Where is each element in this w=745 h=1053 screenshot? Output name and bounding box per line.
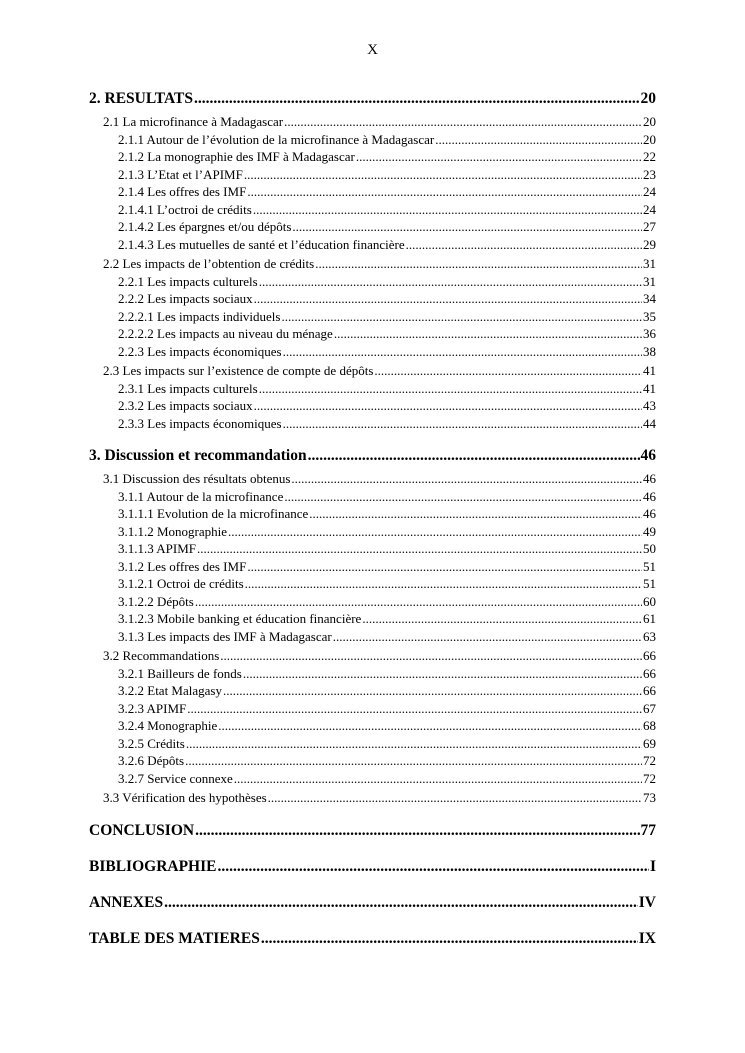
toc-entry[interactable] — [89, 593, 656, 611]
toc-entry-title: 3.1.1.2 Monographie — [118, 523, 228, 539]
toc-entry[interactable] — [89, 148, 656, 166]
toc-entry-page: 66 — [643, 683, 656, 698]
toc-entry-page: 31 — [643, 273, 656, 289]
toc-entry-page: 77 — [640, 821, 656, 839]
toc-entry-title: 3.1.3 Les impacts des IMF à Madagascar — [118, 628, 332, 644]
toc-entry[interactable] — [89, 273, 656, 291]
toc-entry-page: 46 — [643, 488, 656, 504]
toc-entry-title: 3.1.1.3 APIMF — [118, 541, 197, 556]
toc-dot-leader — [247, 183, 642, 201]
toc-entry-page: 36 — [643, 326, 656, 341]
toc-dot-leader — [309, 505, 642, 523]
toc-entry-page: 61 — [643, 611, 656, 626]
toc-dot-leader — [195, 593, 642, 611]
toc-dot-leader — [220, 647, 642, 665]
toc-entry[interactable] — [89, 575, 656, 593]
toc-dot-leader — [281, 308, 642, 326]
toc-entry-title: 2.2.2.1 Les impacts individuels — [118, 308, 281, 324]
toc-entry[interactable] — [89, 470, 656, 488]
toc-entry-page: 41 — [643, 363, 656, 378]
toc-dot-leader — [374, 362, 642, 380]
toc-entry[interactable] — [89, 380, 656, 398]
toc-dot-leader — [218, 717, 642, 735]
toc-entry-page: 35 — [643, 308, 656, 324]
toc-dot-leader — [244, 166, 642, 184]
toc-dot-leader — [435, 131, 642, 149]
toc-entry-title: 3.1 Discussion des résultats obtenus — [103, 471, 291, 486]
toc-dot-leader — [185, 752, 642, 770]
toc-entry-page: 29 — [643, 236, 656, 252]
toc-entry[interactable] — [89, 88, 656, 110]
toc-entry-title: 2.1.4 Les offres des IMF — [118, 184, 247, 199]
toc-entry[interactable] — [89, 343, 656, 361]
toc-entry[interactable] — [89, 523, 656, 541]
toc-entry-title: 2.1 La microfinance à Madagascar — [103, 114, 284, 129]
toc-dot-leader — [284, 113, 642, 131]
toc-dot-leader — [186, 735, 642, 753]
toc-dot-leader — [334, 325, 642, 343]
toc-entry-title: 2.3.2 Les impacts sociaux — [118, 398, 253, 413]
toc-entry-title: 2.2.2 Les impacts sociaux — [118, 291, 253, 306]
toc-dot-leader — [223, 682, 642, 700]
toc-entry[interactable] — [89, 717, 656, 735]
toc-dot-leader — [253, 201, 642, 219]
toc-entry[interactable] — [89, 255, 656, 273]
toc-entry-title: 3.3 Vérification des hypothèses — [103, 790, 267, 805]
toc-entry[interactable] — [89, 665, 656, 683]
toc-entry-page: 22 — [643, 149, 656, 164]
toc-entry-title: 2.2.1 Les impacts culturels — [118, 273, 258, 289]
toc-dot-leader — [284, 488, 642, 506]
toc-entry-page: 63 — [643, 628, 656, 644]
toc-entry[interactable] — [89, 445, 656, 467]
toc-entry[interactable] — [89, 362, 656, 380]
toc-entry[interactable] — [89, 166, 656, 184]
toc-entry-page: 44 — [643, 415, 656, 431]
toc-entry-page: 68 — [643, 718, 656, 733]
toc-entry-title: 2.1.4.2 Les épargnes et/ou dépôts — [118, 219, 292, 234]
toc-entry-page: 49 — [643, 523, 656, 539]
toc-entry-page: 23 — [643, 166, 656, 182]
toc-entry[interactable] — [89, 236, 656, 254]
toc-dot-leader — [259, 380, 642, 398]
toc-entry-title: 2.2.3 Les impacts économiques — [118, 343, 282, 359]
toc-entry-page: 67 — [643, 700, 656, 716]
toc-dot-leader — [261, 928, 638, 950]
toc-dot-leader — [194, 88, 640, 110]
toc-dot-leader — [268, 789, 642, 807]
toc-entry-page: 41 — [643, 380, 656, 396]
toc-entry[interactable] — [89, 752, 656, 770]
toc-entry-page: 69 — [643, 735, 656, 751]
toc-entry-title: 3.1.2.3 Mobile banking et éducation financière — [118, 611, 362, 626]
toc-entry[interactable] — [89, 558, 656, 576]
toc-entry[interactable] — [89, 789, 656, 807]
toc-entry-page: 73 — [643, 790, 656, 805]
toc-entry-page: 27 — [643, 219, 656, 234]
toc-entry-title: 3.2.4 Monographie — [118, 718, 218, 733]
toc-entry-page: 38 — [643, 343, 656, 359]
toc-entry[interactable] — [89, 397, 656, 415]
toc-dot-leader — [245, 575, 642, 593]
toc-entry-title: 3.2.3 APIMF — [118, 700, 187, 716]
toc-entry[interactable] — [89, 505, 656, 523]
toc-entry-page: 46 — [643, 506, 656, 521]
toc-dot-leader — [292, 218, 642, 236]
toc-entry-title: CONCLUSION — [89, 821, 195, 839]
toc-entry[interactable] — [89, 856, 656, 878]
toc-entry-title: BIBLIOGRAPHIE — [89, 857, 217, 875]
toc-entry-title: 3.1.1 Autour de la microfinance — [118, 488, 284, 504]
toc-dot-leader — [217, 856, 648, 878]
toc-entry[interactable] — [89, 735, 656, 753]
toc-entry[interactable] — [89, 628, 656, 646]
toc-dot-leader — [254, 397, 642, 415]
toc-entry-title: 3.2.2 Etat Malagasy — [118, 683, 222, 698]
toc-entry[interactable] — [89, 218, 656, 236]
toc-entry-page: 24 — [643, 201, 656, 217]
toc-dot-leader — [308, 445, 640, 467]
toc-entry-title: 3.1.2 Les offres des IMF — [118, 558, 247, 574]
toc-entry-title: 3.1.2.2 Dépôts — [118, 593, 194, 609]
toc-entry[interactable] — [89, 540, 656, 558]
toc-entry-page: 20 — [640, 90, 656, 107]
toc-entry-title: 3.1.1.1 Evolution de la microfinance — [118, 506, 309, 521]
page-number: X — [367, 42, 378, 58]
toc-dot-leader — [187, 700, 642, 718]
toc-dot-leader — [243, 665, 642, 683]
toc-entry[interactable] — [89, 820, 656, 842]
toc-dot-leader — [283, 415, 642, 433]
toc-entry-title: 2.2.2.2 Les impacts au niveau du ménage — [118, 326, 333, 341]
toc-dot-leader — [164, 892, 638, 914]
toc-entry-page: 51 — [643, 576, 656, 591]
toc-entry-title: TABLE DES MATIERES — [89, 929, 260, 947]
toc-entry-page: 72 — [643, 770, 656, 786]
toc-entry-page: 43 — [643, 398, 656, 413]
toc-entry[interactable] — [89, 131, 656, 149]
toc-dot-leader — [228, 523, 642, 541]
toc-entry[interactable] — [89, 113, 656, 131]
toc-entry-title: 2.3 Les impacts sur l’existence de compte de dépôts — [103, 363, 374, 378]
toc-entry-page: 51 — [643, 558, 656, 574]
toc-entry[interactable] — [89, 770, 656, 788]
toc-entry-title: 2. RESULTATS — [89, 90, 193, 107]
toc-entry-title: 3.2.6 Dépôts — [118, 753, 185, 768]
toc-entry[interactable] — [89, 308, 656, 326]
toc-entry-title: 2.1.4.3 Les mutuelles de santé et l’éducation financière — [118, 236, 405, 252]
toc-dot-leader — [356, 148, 642, 166]
toc-entry-title: 2.1.4.1 L’octroi de crédits — [118, 201, 252, 217]
toc-entry-page: 60 — [643, 593, 656, 609]
toc-entry[interactable] — [89, 183, 656, 201]
toc-entry-title: 3.2 Recommandations — [103, 648, 220, 663]
toc-entry[interactable] — [89, 647, 656, 665]
toc-entry-title: 2.3.3 Les impacts économiques — [118, 415, 282, 431]
toc-entry-page: 46 — [643, 471, 656, 486]
toc-entry-page: 34 — [643, 291, 656, 306]
toc-entry-title: 3.2.7 Service connexe — [118, 770, 233, 786]
toc-entry[interactable] — [89, 201, 656, 219]
toc-entry[interactable] — [89, 610, 656, 628]
toc-entry-title: ANNEXES — [89, 893, 164, 911]
toc-entry-page: 46 — [640, 447, 656, 464]
toc-entry-title: 2.2 Les impacts de l’obtention de crédits — [103, 256, 315, 271]
toc-entry[interactable] — [89, 415, 656, 433]
toc-entry[interactable] — [89, 892, 656, 914]
toc-entry-title: 2.1.2 La monographie des IMF à Madagascar — [118, 149, 355, 164]
toc-entry-page: I — [649, 857, 656, 875]
toc-dot-leader — [247, 558, 642, 576]
toc-dot-leader — [333, 628, 642, 646]
toc-entry[interactable] — [89, 682, 656, 700]
toc-dot-leader — [315, 255, 642, 273]
toc-entry-page: 66 — [643, 648, 656, 663]
toc-entry-title: 3.1.2.1 Octroi de crédits — [118, 576, 244, 591]
table-of-contents — [89, 88, 656, 950]
toc-entry[interactable] — [89, 325, 656, 343]
toc-entry-page: 50 — [643, 541, 656, 556]
toc-entry-page: 20 — [643, 114, 656, 129]
toc-entry[interactable] — [89, 488, 656, 506]
toc-entry-page: 20 — [643, 131, 656, 147]
toc-entry-page: 66 — [643, 665, 656, 681]
toc-entry-title: 3. Discussion et recommandation — [89, 447, 307, 464]
toc-entry-page: 31 — [643, 256, 656, 271]
toc-entry-page: 24 — [643, 184, 656, 199]
toc-entry-title: 3.2.5 Crédits — [118, 735, 185, 751]
toc-dot-leader — [259, 273, 642, 291]
toc-entry-title: 2.1.3 L’Etat et l’APIMF — [118, 166, 243, 182]
toc-dot-leader — [406, 236, 642, 254]
toc-dot-leader — [362, 610, 642, 628]
toc-entry-title: 2.3.1 Les impacts culturels — [118, 380, 258, 396]
toc-entry[interactable] — [89, 700, 656, 718]
toc-dot-leader — [254, 290, 642, 308]
toc-entry[interactable] — [89, 928, 656, 950]
toc-entry-title: 2.1.1 Autour de l’évolution de la microfinance à Madagascar — [118, 131, 435, 147]
toc-dot-leader — [283, 343, 642, 361]
toc-entry[interactable] — [89, 290, 656, 308]
toc-entry-title: 3.2.1 Bailleurs de fonds — [118, 665, 242, 681]
toc-dot-leader — [195, 820, 639, 842]
toc-dot-leader — [234, 770, 642, 788]
toc-dot-leader — [197, 540, 642, 558]
toc-entry-page: 72 — [643, 753, 656, 768]
toc-entry-page: IV — [638, 893, 656, 911]
toc-dot-leader — [291, 470, 642, 488]
toc-entry-page: IX — [638, 929, 656, 947]
